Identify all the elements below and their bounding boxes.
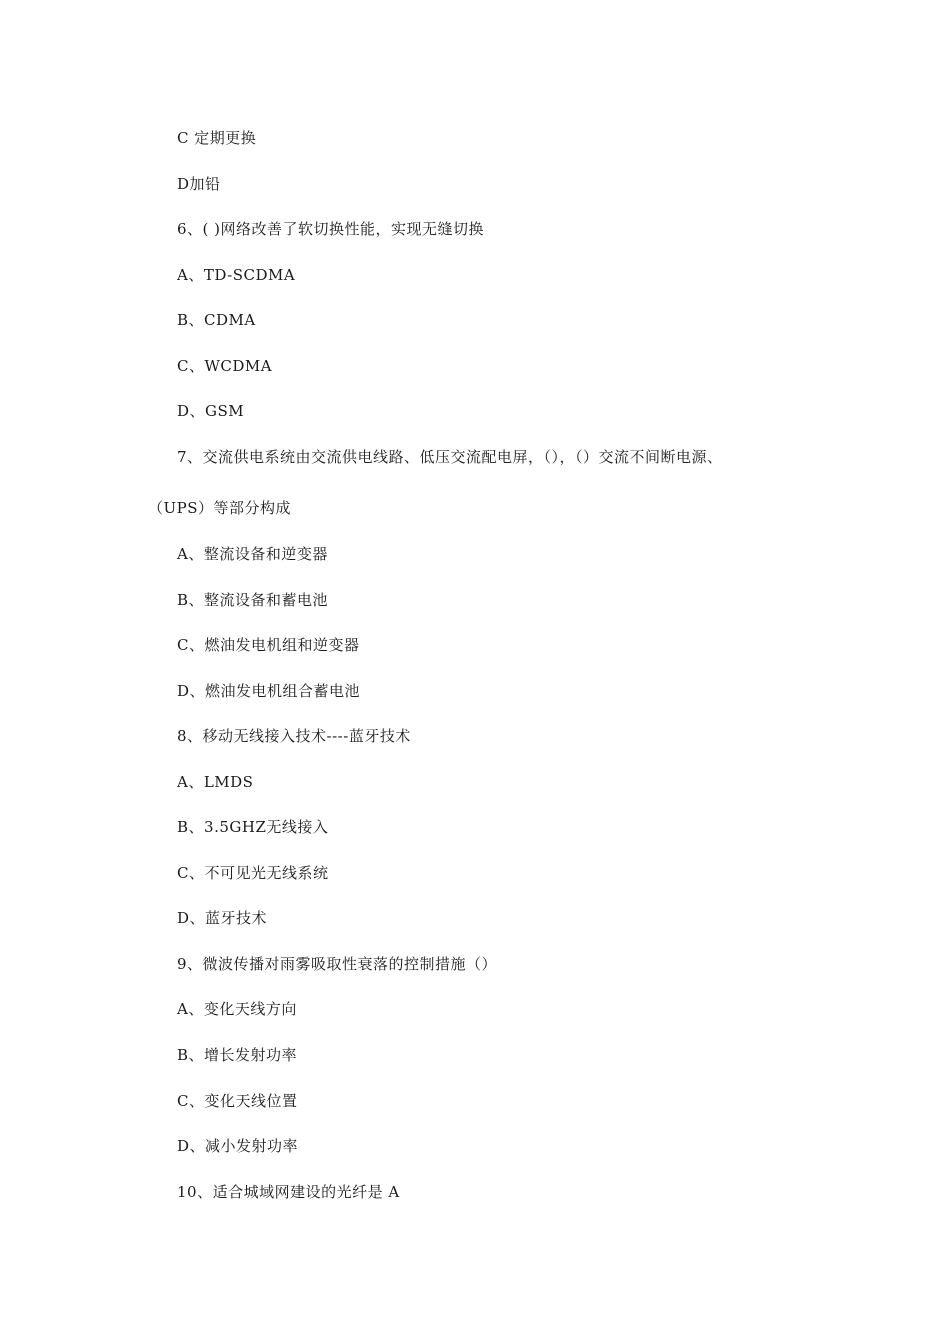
option-c-q6: C、WCDMA (177, 357, 273, 375)
option-d-q9: D、减小发射功率 (177, 1137, 299, 1155)
option-d-q7: D、燃油发电机组合蓄电池 (177, 682, 361, 700)
option-c-q8: C、不可见光无线系统 (177, 864, 329, 882)
option-b-q7: B、整流设备和蓄电池 (177, 591, 329, 609)
question-9: 9、微波传播对雨雾吸取性衰落的控制措施（） (177, 955, 498, 973)
question-7: 7、交流供电系统由交流供电线路、低压交流配电屏，（），（）交流不间断电源、 (177, 448, 723, 466)
option-d-q6: D、GSM (177, 402, 245, 420)
option-a-q7: A、整流设备和逆变器 (177, 545, 328, 563)
option-b-q8: B、3.5GHZ无线接入 (177, 818, 329, 836)
option-b-q9: B、增长发射功率 (177, 1046, 298, 1064)
option-a-q9: A、变化天线方向 (177, 1000, 297, 1018)
option-d-q8: D、蓝牙技术 (177, 909, 268, 927)
question-10: 10、适合城域网建设的光纤是 A (177, 1183, 400, 1201)
option-c-q7: C、燃油发电机组和逆变器 (177, 636, 360, 654)
option-c-q9: C、变化天线位置 (177, 1092, 298, 1110)
option-d-q5: D加铅 (177, 175, 221, 193)
option-c-q5: C 定期更换 (177, 129, 257, 147)
question-7-continued: （UPS）等部分构成 (148, 499, 292, 517)
question-6: 6、( )网络改善了软切换性能，实现无缝切换 (177, 220, 485, 238)
option-a-q6: A、TD-SCDMA (177, 266, 296, 284)
option-b-q6: B、CDMA (177, 311, 256, 329)
option-a-q8: A、LMDS (177, 773, 254, 791)
question-8: 8、移动无线接入技术----蓝牙技术 (177, 727, 411, 745)
